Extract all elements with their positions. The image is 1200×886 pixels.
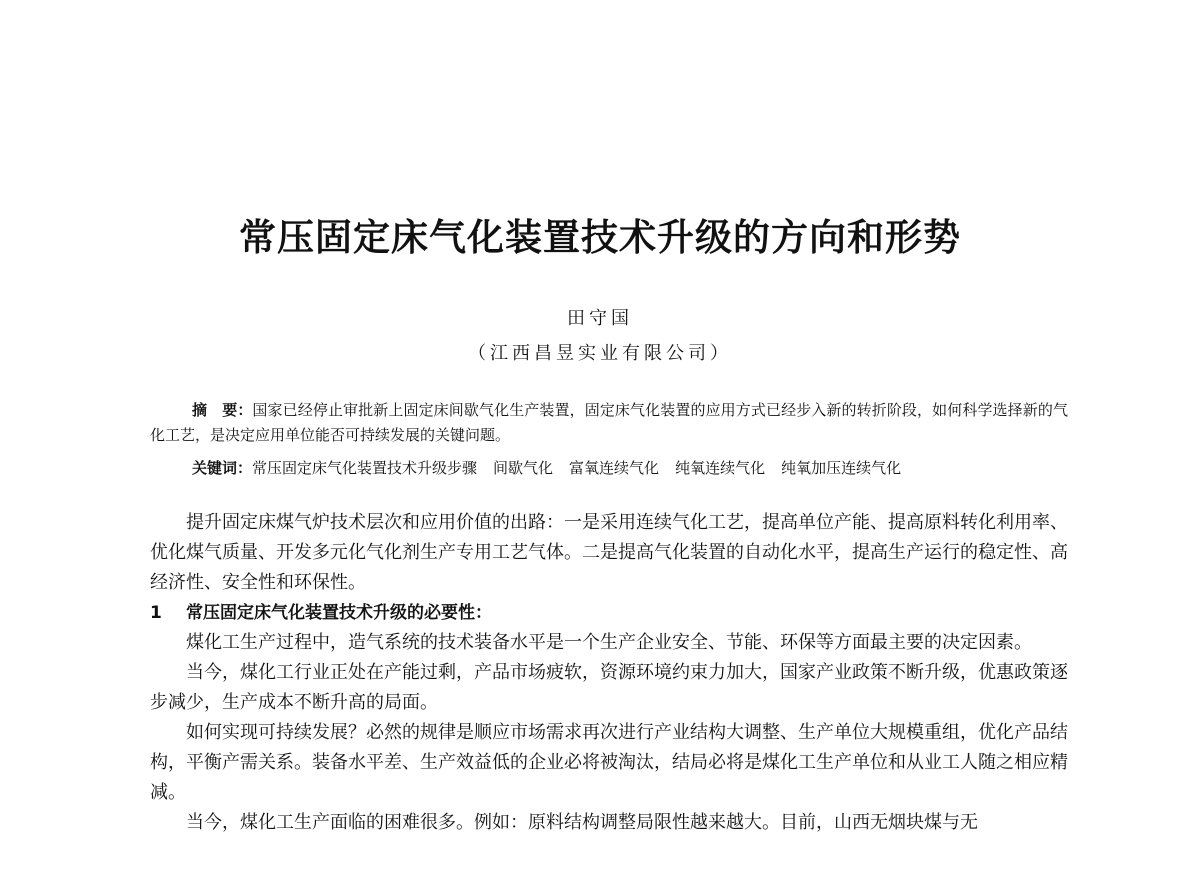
keyword-item: 富氧连续气化 — [569, 459, 660, 477]
keyword-item: 纯氧加压连续气化 — [781, 459, 902, 477]
body-text — [150, 508, 1068, 838]
body-paragraph: 当今，煤化工行业正处在产能过剩，产品市场疲软，资源环境约束力加大，国家产业政策不断升级，优惠政策逐步减少，生产成本不断升高的局面。 — [150, 662, 1068, 713]
abstract-text: 国家已经停止审批新上固定床间歇气化生产装置，固定床气化装置的应用方式已经步入新的转折阶段，如何科学选择新的气化工艺，是决定应用单位能否可持续发展的关键问题。 — [150, 401, 1068, 444]
abstract — [150, 398, 1068, 448]
keyword-item: 常压固定床气化装置技术升级步骤 — [252, 459, 478, 477]
section-number: 1 — [150, 603, 162, 623]
keywords — [150, 456, 1068, 481]
keyword-item: 纯氧连续气化 — [675, 459, 766, 477]
body-paragraph: 提升固定床煤气炉技术层次和应用价值的出路：一是采用连续气化工艺，提高单位产能、提高原料转化利用率、优化煤气质量、开发多元化气化剂生产专用工艺气体。二是提高气化装置的自动化水平，提高生产运行的稳定性、高经济性、安全性和环保性。 — [150, 512, 1068, 593]
abstract-label: 摘 要： — [192, 401, 253, 419]
author-affiliation: （江西昌昱实业有限公司） — [468, 343, 732, 364]
body-paragraph: 当今，煤化工生产面临的困难很多。例如：原料结构调整局限性越来越大。目前，山西无烟块煤与无 — [186, 812, 978, 833]
paper-title: 常压固定床气化装置技术升级的方向和形势 — [239, 215, 961, 259]
body-paragraph: 煤化工生产过程中，造气系统的技术装备水平是一个生产企业安全、节能、环保等方面最主要的决定因素。 — [186, 632, 1032, 653]
author-name: 田守国 — [567, 308, 633, 329]
section-title: 常压固定床气化装置技术升级的必要性： — [186, 603, 492, 623]
body-paragraph: 如何实现可持续发展？必然的规律是顺应市场需求再次进行产业结构大调整、生产单位大规模重组，优化产品结构，平衡产需关系。装备水平差、生产效益低的企业必将被淘汰，结局必将是煤化工生产单位和从业工人随之相应精减。 — [150, 722, 1068, 803]
section-heading — [150, 598, 1068, 628]
keywords-label: 关键词： — [192, 459, 253, 477]
keyword-item: 间歇气化 — [493, 459, 554, 477]
